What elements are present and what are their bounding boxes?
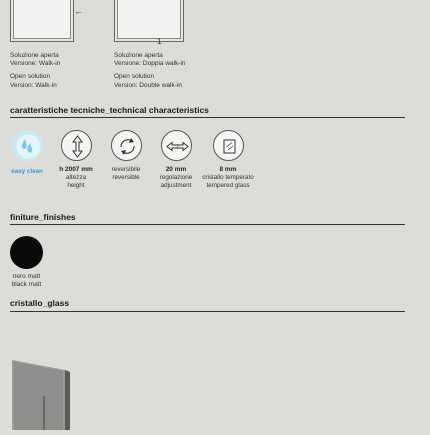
diagram-panel [13, 0, 71, 39]
feature-adjustment [147, 130, 205, 189]
finishes-section-title: finiture_finishes [10, 212, 76, 222]
feature-label: cristallo temperato tempered glass [202, 174, 254, 189]
caption-en-version: Version: Walk-in [10, 81, 57, 89]
caption-en-title: Open solution [10, 73, 51, 81]
caption-it-title: Soluzione aperta [10, 52, 59, 59]
technical-section-title: caratteristiche tecniche_technical characteristics [10, 105, 209, 115]
water-drops-icon [12, 130, 43, 161]
caption-it-title: Soluzione aperta [114, 52, 163, 59]
double-walk-in-diagram [114, 0, 184, 42]
glass-section-title: cristallo_glass [10, 298, 70, 308]
tempered-glass-icon [213, 130, 244, 161]
solution-caption-double-walk-in [114, 52, 186, 90]
caption-it-version: Versione: Walk-in [10, 60, 61, 68]
height-arrow-icon [61, 130, 92, 161]
feature-tempered-glass [199, 130, 257, 189]
feature-label: regolazione adjustment [159, 174, 193, 189]
section-divider [10, 224, 405, 225]
caption-en-title: Open solution [114, 73, 155, 81]
feature-label: altezza height [66, 174, 86, 189]
feature-label: reversibile reversible [111, 166, 141, 181]
black-matt-swatch [10, 236, 43, 269]
feature-label: easy clean [11, 168, 43, 175]
reversible-arrows-icon [111, 130, 142, 161]
adjustment-arrows-icon [161, 130, 192, 161]
caption-it-version: Versione: Doppia walk-in [114, 60, 186, 68]
diagram-panel [117, 0, 181, 39]
section-divider [10, 311, 405, 312]
glass-panel-image [10, 356, 70, 430]
feature-value: h 2007 mm [59, 166, 93, 173]
left-arrow-icon: ← [74, 6, 83, 16]
solution-caption-walk-in [10, 52, 60, 90]
caption-en-version: Version: Double walk-in [114, 81, 182, 89]
section-divider [10, 117, 405, 118]
diagram-marker: 1 [157, 37, 162, 46]
feature-value: 20 mm [165, 166, 187, 173]
walk-in-diagram [10, 0, 74, 42]
finish-label: nero matt black matt [11, 273, 42, 289]
feature-value: 8 mm [219, 166, 237, 173]
